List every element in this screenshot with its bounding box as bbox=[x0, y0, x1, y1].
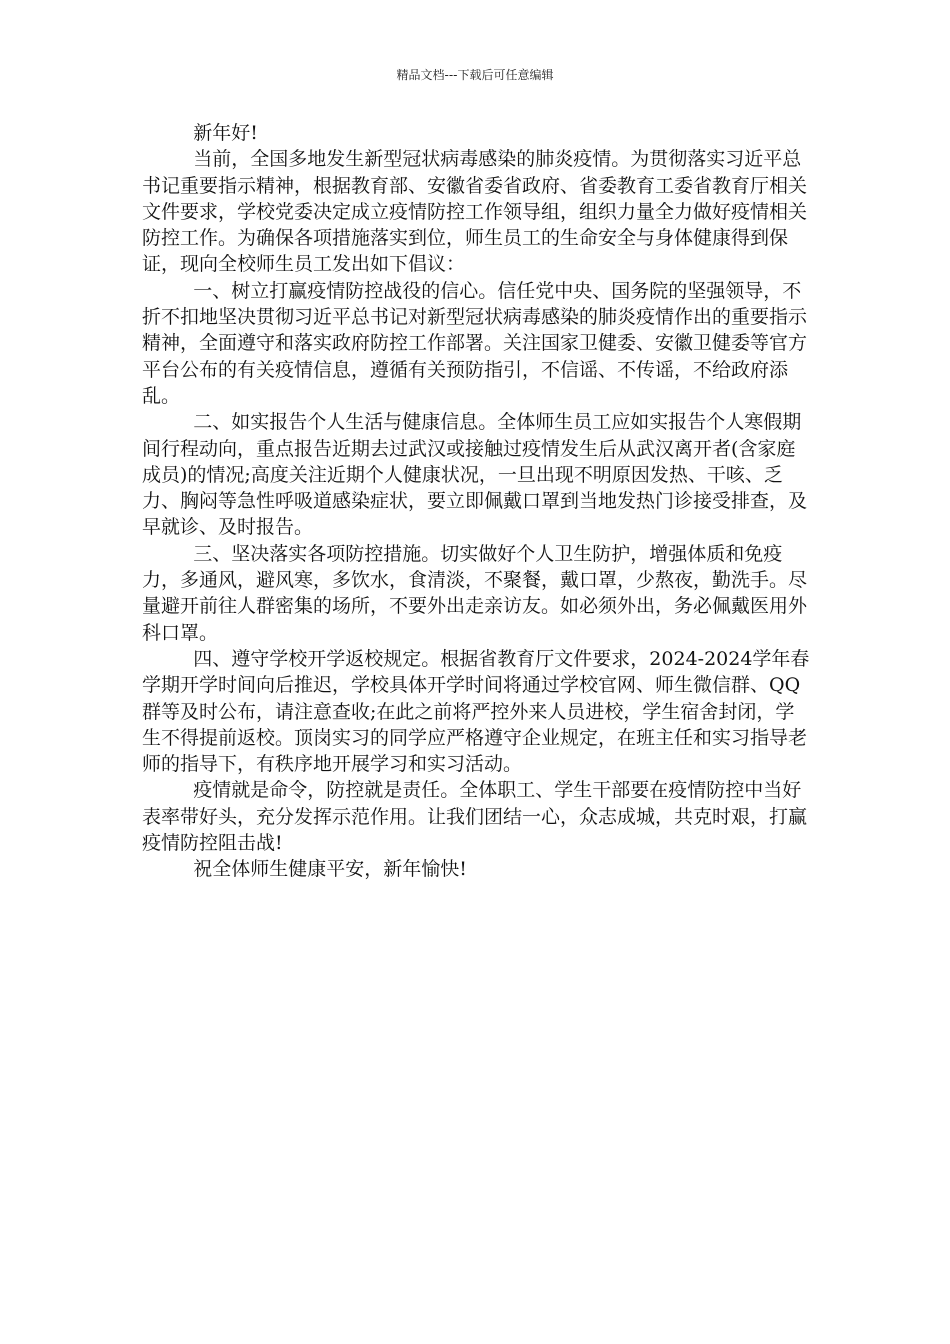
item-two-paragraph: 二、如实报告个人生活与健康信息。全体师生员工应如实报告个人寒假期间行程动向，重点报告近期去过武汉或接触过疫情发生后从武汉离开者(含家庭成员)的情况;高度关注近期个人健康状况，一旦出现不明原因发热、干咳、乏力、胸闷等急性呼吸道感染症状，要立即佩戴口罩到当地发热门诊接受排查，及早就诊、及时报告。 bbox=[142, 411, 808, 539]
page-header: 精品文档---下载后可任意编辑 bbox=[396, 68, 554, 82]
document-body bbox=[142, 120, 810, 883]
item-one-paragraph: 一、树立打赢疫情防控战役的信心。信任党中央、国务院的坚强领导，不折不扣地坚决贯彻习近平总书记对新型冠状病毒感染的肺炎疫情作出的重要指示精神，全面遵守和落实政府防控工作部署。关注国家卫健委、安徽卫健委等官方平台公布的有关疫情信息，遵循有关预防指引，不信谣、不传谣，不给政府添乱。 bbox=[142, 279, 808, 407]
intro-paragraph: 当前，全国多地发生新型冠状病毒感染的肺炎疫情。为贯彻落实习近平总书记重要指示精神，根据教育部、安徽省委省政府、省委教育工委省教育厅相关文件要求，学校党委决定成立疫情防控工作领导组，组织力量全力做好疫情相关防控工作。为确保各项措施落实到位，师生员工的生命安全与身体健康得到保证，现向全校师生员工发出如下倡议： bbox=[142, 148, 808, 276]
closing-paragraph: 疫情就是命令，防控就是责任。全体职工、学生干部要在疫情防控中当好表率带好头，充分发挥示范作用。让我们团结一心，众志成城，共克时艰，打赢疫情防控阻击战! bbox=[142, 779, 808, 855]
item-three-paragraph: 三、坚决落实各项防控措施。切实做好个人卫生防护，增强体质和免疫力，多通风，避风寒，多饮水，食清淡，不聚餐，戴口罩，少熬夜，勤洗手。尽量避开前往人群密集的场所，不要外出走亲访友。如必须外出，务必佩戴医用外科口罩。 bbox=[142, 542, 808, 644]
greeting-paragraph: 新年好! bbox=[193, 122, 258, 144]
item-four-paragraph: 四、遵守学校开学返校规定。根据省教育厅文件要求，2024-2024学年春学期开学时间向后推迟，学校具体开学时间将通过学校官网、师生微信群、QQ群等及时公布，请注意查收;在此之前将严控外来人员进校，学生宿舍封闭，学生不得提前返校。顶岗实习的同学应严格遵守企业规定，在班主任和实习指导老师的指导下，有秩序地开展学习和实习活动。 bbox=[142, 647, 810, 776]
blessing-paragraph: 祝全体师生健康平安，新年愉快! bbox=[193, 858, 467, 881]
